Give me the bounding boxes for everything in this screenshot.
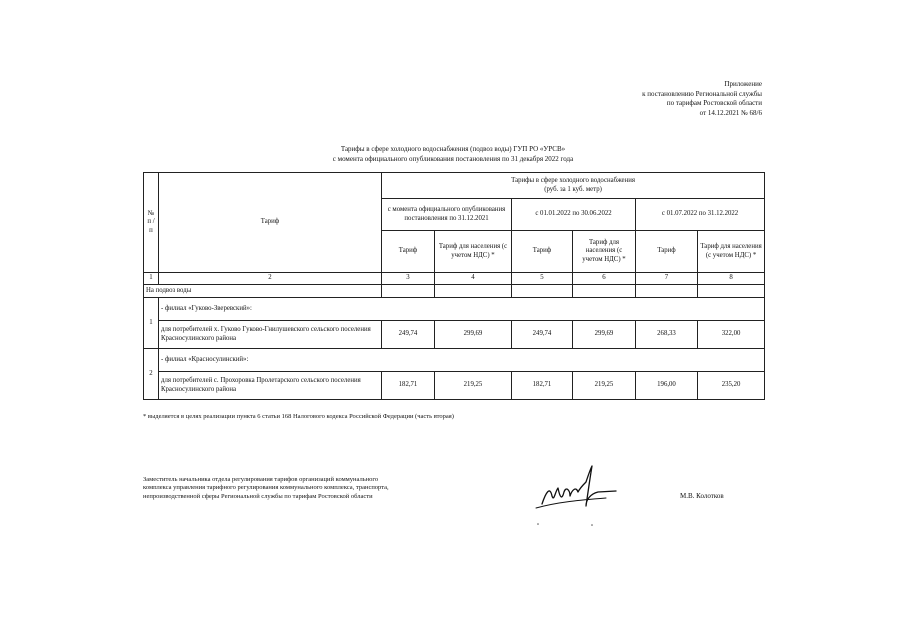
header-sub-tariff: Тариф xyxy=(512,231,573,273)
empty-cell xyxy=(512,285,573,298)
header-group-unit: (руб. за 1 куб. метр) xyxy=(544,185,602,193)
column-number: 5 xyxy=(512,273,573,285)
empty-cell xyxy=(698,285,765,298)
title-line: с момента официального опубликования постановления по 31 декабря 2022 года xyxy=(332,154,574,163)
table-row xyxy=(144,298,765,321)
column-number: 7 xyxy=(636,273,698,285)
column-number: 2 xyxy=(159,273,382,285)
column-number-row xyxy=(144,273,765,285)
empty-cell xyxy=(435,285,512,298)
signer-line: Заместитель начальника отдела регулирования тарифов организаций коммунального xyxy=(143,476,379,483)
value-cell: 322,00 xyxy=(698,321,765,349)
value-cell: 196,00 xyxy=(636,372,698,400)
header-sub-population: Тариф для населения (с учетом НДС) * xyxy=(573,231,636,273)
title-line: Тарифы в сфере холодного водоснабжения (подвоз воды) ГУП РО «УРСВ» xyxy=(340,145,566,153)
column-number: 1 xyxy=(144,273,159,285)
table-row xyxy=(144,372,765,400)
signer-position xyxy=(143,476,389,501)
value-cell: 249,74 xyxy=(382,321,435,349)
footnote: * выделяется в целях реализации пункта 6 статьи 168 Налогового кодекса Российской Федерации (часть вторая) xyxy=(143,413,454,420)
appendix-line: к постановлению Региональной службы xyxy=(642,89,762,98)
header-sub-tariff: Тариф xyxy=(382,231,435,273)
column-number: 8 xyxy=(698,273,765,285)
value-cell: 219,25 xyxy=(435,372,512,400)
branch-label: - филиал «Гуково-Зверевский»: xyxy=(159,298,765,321)
value-cell: 235,20 xyxy=(698,372,765,400)
empty-cell xyxy=(573,285,636,298)
header-sub-population: Тариф для населения (с учетом НДС) * xyxy=(435,231,512,273)
header-group xyxy=(382,173,765,199)
value-cell: 299,69 xyxy=(435,321,512,349)
appendix-note xyxy=(642,80,762,118)
value-cell: 182,71 xyxy=(512,372,573,400)
appendix-line: от 14.12.2021 № 68/6 xyxy=(699,108,762,117)
column-number: 4 xyxy=(435,273,512,285)
value-cell: 182,71 xyxy=(382,372,435,400)
appendix-line: по тарифам Ростовской области xyxy=(666,99,762,108)
empty-cell xyxy=(636,285,698,298)
value-cell: 268,33 xyxy=(636,321,698,349)
empty-cell xyxy=(382,285,435,298)
signer-name: М.В. Колотков xyxy=(680,492,724,500)
header-group-line: Тарифы в сфере холодного водоснабжения xyxy=(511,177,635,184)
header-period-3: с 01.07.2022 по 31.12.2022 xyxy=(636,199,765,231)
consumer-label: для потребителей х. Гуково Гуково-Гнилушевского сельского поселения Красносулинского района xyxy=(159,321,382,349)
handwritten-signature xyxy=(528,462,628,528)
table-row xyxy=(144,321,765,349)
document-title xyxy=(143,145,763,164)
header-period-1: с момента официального опубликования постановления по 31.12.2021 xyxy=(382,199,512,231)
section-label: На подвоз воды xyxy=(144,285,382,298)
signer-line: непроизводственной сферы Региональной службы по тарифам Ростовской области xyxy=(143,492,373,500)
header-sub-population: Тариф для населения (с учетом НДС) * xyxy=(698,231,765,273)
column-number: 3 xyxy=(382,273,435,285)
header-tariff: Тариф xyxy=(159,173,382,273)
value-cell: 299,69 xyxy=(573,321,636,349)
header-sub-tariff: Тариф xyxy=(636,231,698,273)
row-number: 1 xyxy=(144,298,159,349)
appendix-line: Приложение xyxy=(724,80,762,88)
table-row xyxy=(144,349,765,372)
value-cell: 219,25 xyxy=(573,372,636,400)
header-num: № п /п xyxy=(144,173,159,273)
branch-label: - филиал «Красносулинский»: xyxy=(159,349,765,372)
tariff-table xyxy=(143,172,765,400)
signer-line: комплекса управления тарифного регулирования коммунального комплекса, транспорта, xyxy=(143,484,389,492)
consumer-label: для потребителей с. Прохоровка Пролетарского сельского поселения Красносулинского района xyxy=(159,372,382,400)
value-cell: 249,74 xyxy=(512,321,573,349)
section-row xyxy=(144,285,765,298)
row-number: 2 xyxy=(144,349,159,400)
column-number: 6 xyxy=(573,273,636,285)
header-period-2: с 01.01.2022 по 30.06.2022 xyxy=(512,199,636,231)
